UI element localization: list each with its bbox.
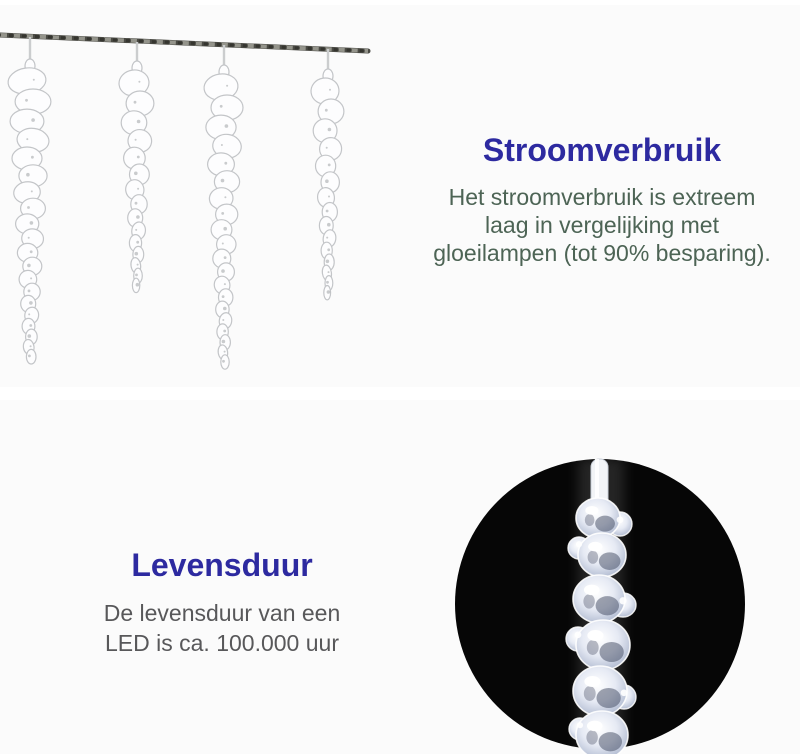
icicle-closeup-illustration bbox=[452, 458, 748, 754]
lifespan-section bbox=[30, 547, 414, 658]
lifespan-text bbox=[30, 598, 414, 658]
power-consumption-section bbox=[410, 132, 794, 267]
lifespan-heading: Levensduur bbox=[131, 547, 313, 583]
power-text-line-3: gloeilampen (tot 90% besparing). bbox=[433, 240, 771, 266]
icicle-lights-illustration bbox=[0, 0, 400, 400]
power-consumption-text bbox=[410, 183, 794, 267]
power-consumption-heading: Stroomverbruik bbox=[482, 132, 722, 168]
power-text-line-2: laag in vergelijking met bbox=[485, 212, 719, 238]
lifespan-text-line-2: LED is ca. 100.000 uur bbox=[105, 630, 339, 656]
icicle-lights-photo bbox=[0, 0, 400, 400]
power-text-line-1: Het stroomverbruik is extreem bbox=[448, 184, 756, 210]
lifespan-text-line-1: De levensduur van een bbox=[103, 600, 341, 626]
icicle-closeup-photo bbox=[452, 458, 748, 754]
